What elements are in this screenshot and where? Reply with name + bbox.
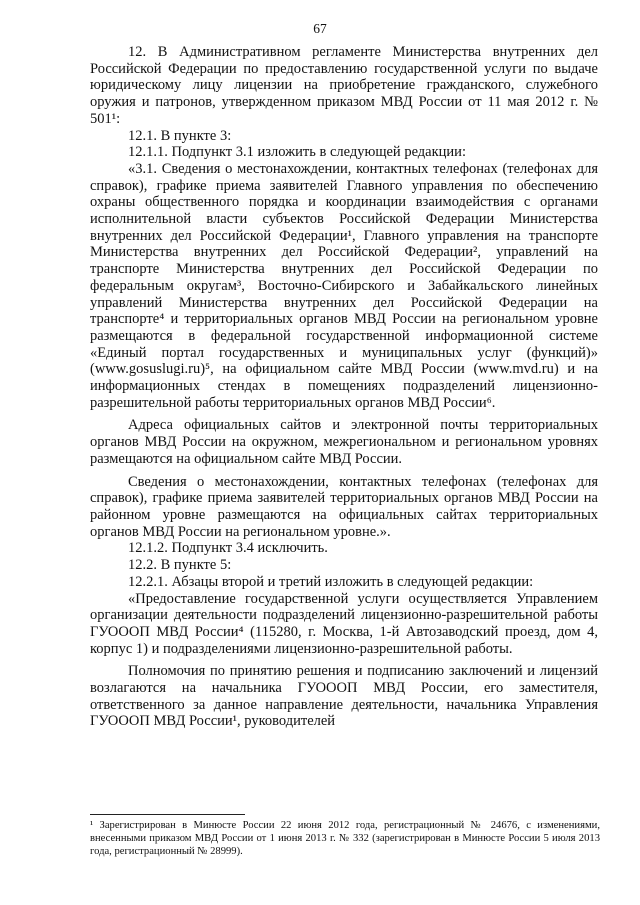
paragraph-official-sites: Адреса официальных сайтов и электронной почты территориальных органов МВД России на окружном, межрегиональном и региональном уровнях размещаются на официальном сайте МВД России. xyxy=(90,417,598,467)
paragraph-12-1: 12.1. В пункте 3: xyxy=(128,127,232,144)
paragraph-authority: Полномочия по принятию решения и подписанию заключений и лицензий возлагаются на начальника ГУОООП МВД России, его заместителя, ответственного за данное направление деятельности, начальника Управления ГУОООП МВД России¹, руководителей xyxy=(90,663,598,730)
footnote-1: ¹ Зарегистрирован в Минюсте России 22 июня 2012 года, регистрационный № 24676, с изменениями, внесенными приказом МВД России от 1 июня 2013 г. № 332 (зарегистрирован в Минюсте России 5 июля 2013 года, регистрационный № 28999). xyxy=(90,820,600,857)
paragraph-12-2-1: 12.2.1. Абзацы второй и третий изложить в следующей редакции: xyxy=(128,573,534,590)
paragraph-12-1-2: 12.1.2. Подпункт 3.4 исключить. xyxy=(128,540,328,557)
paragraph-12-1-1: 12.1.1. Подпункт 3.1 изложить в следующей редакции: xyxy=(128,144,466,161)
paragraph-12-2: 12.2. В пункте 5: xyxy=(128,557,232,574)
page-number: 67 xyxy=(313,21,327,36)
paragraph-3-1-quote: «3.1. Сведения о местонахождении, контактных телефонах (телефонах для справок), графике приема заявителей Главного управления по обеспечению охраны общественного порядка и координации взаимодействия с органами исполнительной власти субъектов Российской Федерации Министерства внутренних дел Российской Федерации¹, Главного управления на транспорте Министерства внутренних дел Российской Федерации², управлений на транспорте Министерства внутренних дел Российской Федерации по федеральным округам³, Восточно-Сибирского и Забайкальского линейных управлений Министерства внутренних дел Российской Федерации на транспорте⁴ и территориальных органов МВД России на региональном уровне размещаются в федеральной государственной информационной системе «Единый портал государственных и муниципальных услуг (функций)» (www.gosuslugi.ru)⁵, на официальном сайте МВД России (www.mvd.ru) и на информационных стендах в помещениях подразделений лицензионно-разрешительной работы территориальных органов МВД России⁶. xyxy=(90,160,598,411)
paragraph-service-provision: «Предоставление государственной услуги осуществляется Управлением организации деятельности подразделений лицензионно-разрешительной работы ГУОООП МВД России⁴ (115280, г. Москва, 1-й Автозаводский проезд, дом 4, корпус 1) и подразделениями лицензионно-разрешительной работы. xyxy=(90,590,598,657)
paragraph-district-info: Сведения о местонахождении, контактных телефонах (телефонах для справок), графике приема заявителей территориальных органов МВД России на районном уровне размещаются на официальных сайтах территориальных органов МВД России на региональном уровне.». xyxy=(90,473,598,540)
document-body xyxy=(90,44,598,730)
paragraph-12: 12. В Административном регламенте Министерства внутренних дел Российской Федерации по предоставлению государственной услуги по выдаче юридическому лицу лицензии на приобретение гражданского, служебного оружия и патронов, утвержденном приказом МВД России от 11 мая 2012 г. № 501¹: xyxy=(90,44,598,127)
footnote-divider xyxy=(90,814,245,815)
